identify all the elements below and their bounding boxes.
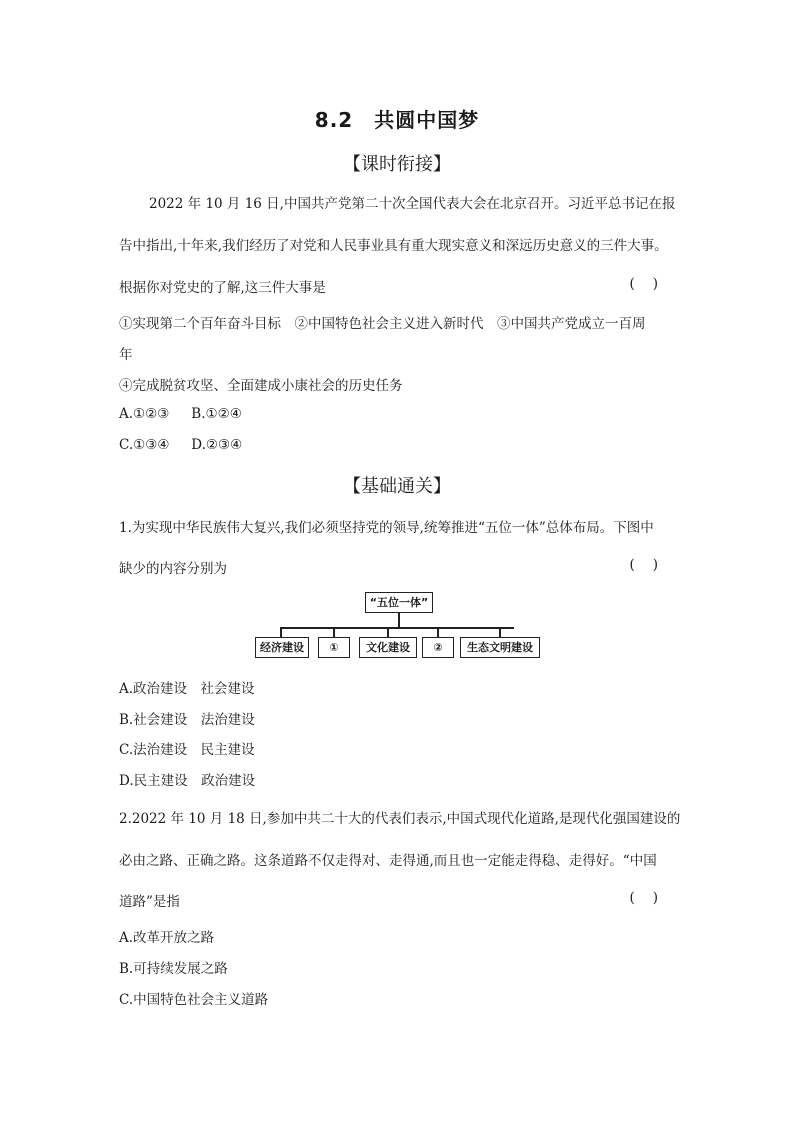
page-title: 8.2 共圆中国梦 [314, 108, 480, 132]
answer-bracket: () [629, 557, 676, 573]
diagram-box-culture: 文化建设 [359, 637, 417, 658]
option-d: D.②③④ [191, 437, 243, 453]
diagram-connector [387, 627, 389, 637]
diagram-connector [437, 627, 439, 637]
intro-line-2: 告中指出,十年来,我们经历了对党和人民事业具有重大现实意义和深远历史意义的三件大事。 [119, 238, 668, 254]
option-c: C.①③④ [119, 437, 170, 453]
diagram-box-economy: 经济建设 [255, 637, 309, 658]
diagram-top-box: “五位一体” [365, 592, 433, 613]
answer-bracket: () [629, 276, 676, 292]
section-heading-basics: 【基础通关】 [343, 476, 451, 497]
q2-line-1: 2.2022 年 10 月 18 日,参加中共二十大的代表们表示,中国式现代化道路,是现代化强国建设的 [119, 811, 681, 827]
intro-line-3: 根据你对党史的了解,这三件大事是 [119, 280, 326, 296]
intro-options-row-1 [119, 406, 259, 422]
diagram-box-ecology: 生态文明建设 [460, 637, 540, 658]
q1-option-d: D.民主建设 政治建设 [119, 773, 256, 789]
diagram-connector [333, 627, 335, 637]
diagram-connector [499, 627, 501, 637]
option-b: B.①②④ [191, 406, 242, 422]
five-in-one-diagram [255, 592, 541, 662]
q2-option-b: B.可持续发展之路 [119, 961, 228, 977]
option-a: A.①②③ [119, 406, 170, 422]
q2-line-2: 必由之路、正确之路。这条道路不仅走得对、走得通,而且也一定能走得稳、走得好。“中国 [119, 853, 657, 869]
intro-options-row-2 [119, 437, 259, 453]
diagram-connector [280, 627, 282, 637]
q1-option-c: C.法治建设 民主建设 [119, 742, 255, 758]
intro-line-1: 2022 年 10 月 16 日,中国共产党第二十次全国代表大会在北京召开。习近平总书记在报 [149, 196, 676, 212]
answer-bracket: () [629, 890, 676, 906]
q2-option-c: C.中国特色社会主义道路 [119, 992, 269, 1008]
q2-option-a: A.改革开放之路 [119, 930, 215, 946]
intro-items-line-1: ①实现第二个百年奋斗目标 ②中国特色社会主义进入新时代 ③中国共产党成立一百周 [119, 316, 646, 332]
q1-line-2: 缺少的内容分别为 [119, 561, 227, 577]
diagram-box-blank-1: ① [318, 637, 350, 658]
diagram-box-blank-2: ② [422, 637, 454, 658]
section-heading-lesson-link: 【课时衔接】 [343, 154, 451, 175]
diagram-connector [398, 613, 400, 628]
intro-items-line-2: 年 [119, 347, 133, 363]
q1-option-a: A.政治建设 社会建设 [119, 681, 255, 697]
intro-items-line-3: ④完成脱贫攻坚、全面建成小康社会的历史任务 [119, 378, 403, 394]
q1-option-b: B.社会建设 法治建设 [119, 712, 255, 728]
diagram-connector [280, 627, 514, 629]
q1-line-1: 1.为实现中华民族伟大复兴,我们必须坚持党的领导,统筹推进“五位一体”总体布局。下图中 [119, 520, 654, 536]
q2-line-3: 道路”是指 [119, 894, 180, 910]
